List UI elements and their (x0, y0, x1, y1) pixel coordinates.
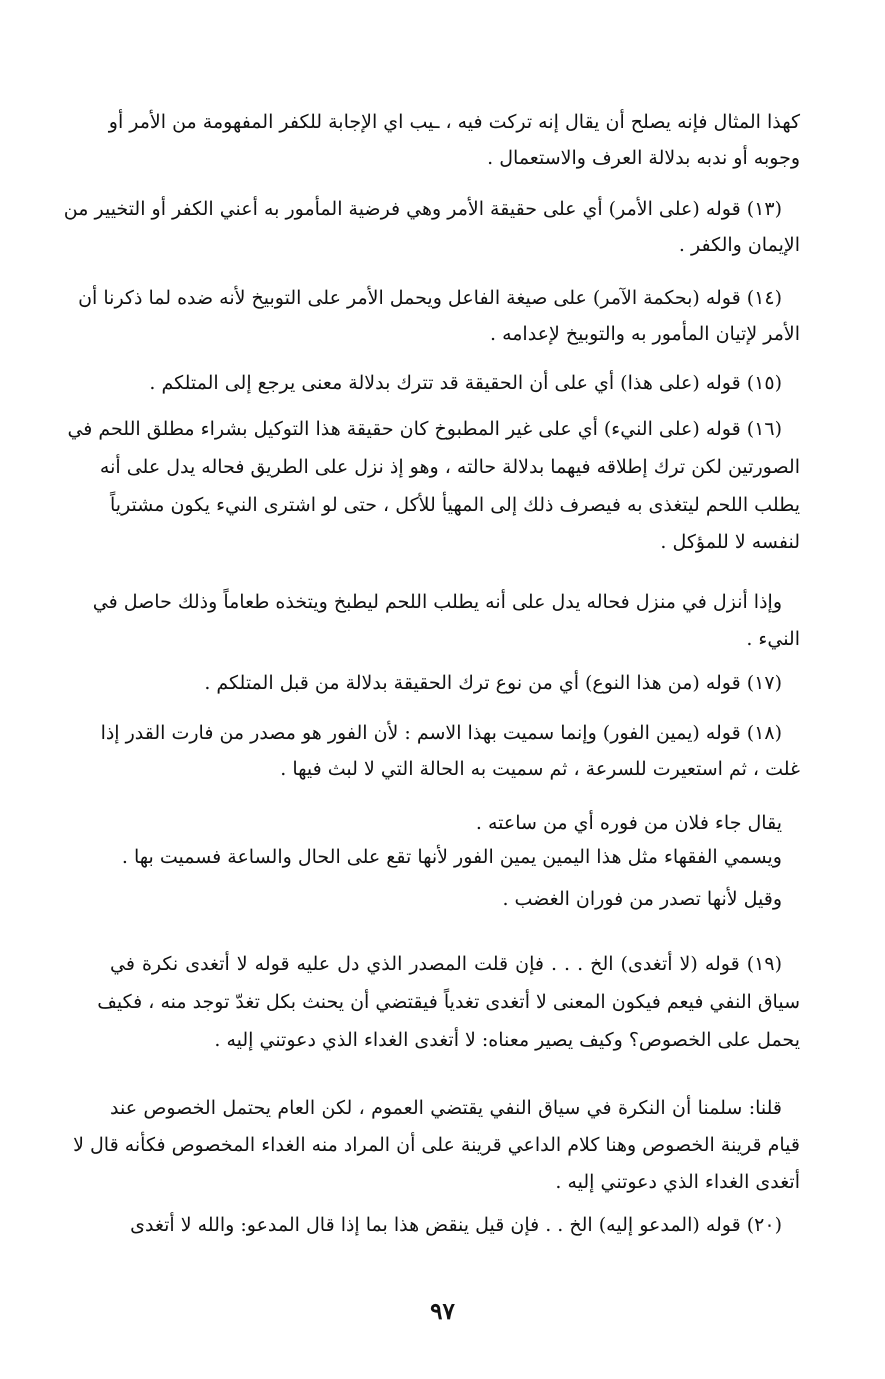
text-line: (١٩) قوله (لا أتغدى) الخ . . . فإن قلت المصدر الذي دل عليه قوله لا أتغدى نكرة في (110, 953, 782, 975)
text-line: أتغدى الغداء الذي دعوتني إليه . (555, 1171, 800, 1193)
text-line: (١٧) قوله (من هذا النوع) أي من نوع ترك الحقيقة بدلالة من قبل المتلكم . (204, 672, 782, 694)
text-line: كهذا المثال فإنه يصلح أن يقال إنه تركت فيه ، ـيب اي الإجابة للكفر المفهومة من الأمر أو (108, 111, 800, 133)
text-line: الإيمان والكفر . (678, 234, 800, 256)
text-line: يحمل على الخصوص؟ وكيف يصير معناه: لا أتغدى الغداء الذي دعوتني إليه . (214, 1029, 800, 1051)
text-line: وقيل لأنها تصدر من فوران الغضب . (502, 888, 782, 910)
text-line: ويسمي الفقهاء مثل هذا اليمين يمين الفور لأنها تقع على الحال والساعة فسميت بها . (121, 846, 782, 868)
text-line: وإذا أنزل في منزل فحاله يدل على أنه يطلب اللحم ليطبخ ويتخذه طعاماً وذلك حاصل في (92, 591, 782, 613)
page-number: ٩٧ (430, 1298, 455, 1325)
text-line: قلنا: سلمنا أن النكرة في سياق النفي يقتضي العموم ، لكن العام يحتمل الخصوص عند (110, 1097, 782, 1119)
text-line: (١٥) قوله (على هذا) أي على أن الحقيقة قد تترك بدلالة معنى يرجع إلى المتلكم . (149, 372, 782, 394)
text-line: الأمر لإتيان المأمور به والتوبيخ لإعدامه . (489, 323, 800, 345)
text-line: سياق النفي فيعم فيكون المعنى لا أتغدى تغدياً فيقتضي أن يحنث بكل تغدّ توجد منه ، فكيف (97, 991, 800, 1013)
text-line: (١٣) قوله (على الأمر) أي على حقيقة الأمر وهي فرضية المأمور به أعني الكفر أو التخيير من (63, 198, 782, 220)
text-line: يطلب اللحم ليتغذى به فيصرف ذلك إلى المهيأ للأكل ، حتى لو اشترى النيء يكون مشترياً (110, 494, 800, 516)
text-line: قيام قرينة الخصوص وهنا كلام الداعي قرينة على أن المراد منه الغداء المخصوص فكأنه قال لا (73, 1134, 800, 1156)
text-line: لنفسه لا للمؤكل . (660, 531, 800, 553)
text-line: (١٤) قوله (بحكمة الآمر) على صيغة الفاعل ويحمل الأمر على التوبيخ لأنه ضده لما ذكرنا أن (78, 287, 782, 309)
text-line: (١٦) قوله (على النيء) أي على غير المطبوخ كان حقيقة هذا التوكيل بشراء مطلق اللحم في (67, 418, 782, 440)
text-line: النيء . (746, 628, 800, 650)
text-line: يقال جاء فلان من فوره أي من ساعته . (475, 812, 782, 834)
text-line: (١٨) قوله (يمين الفور) وإنما سميت بهذا الاسم : لأن الفور هو مصدر من فارت القدر إذا (100, 722, 782, 744)
text-line: غلت ، ثم استعيرت للسرعة ، ثم سميت به الحالة التي لا لبث فيها . (280, 758, 800, 780)
text-line: (٢٠) قوله (المدعو إليه) الخ . . فإن قيل ينقض هذا بما إذا قال المدعو: والله لا أتغدى (130, 1214, 782, 1236)
text-line: وجوبه أو ندبه بدلالة العرف والاستعمال . (487, 147, 800, 169)
text-line: الصورتين لكن ترك إطلاقه فيهما بدلالة حالته ، وهو إذ نزل على الطريق فحاله يدل على أنه (99, 456, 800, 478)
